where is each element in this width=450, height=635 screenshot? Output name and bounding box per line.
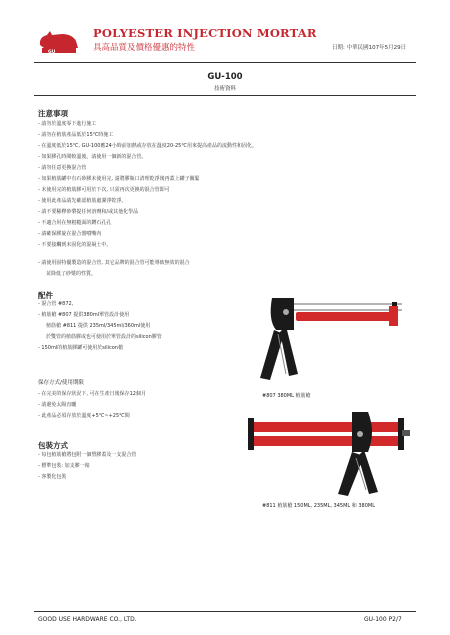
storage-list: [38, 389, 146, 422]
list-item: - 請確保膠旋在混合器噴嘴內: [38, 229, 257, 240]
list-item: - 如果植筋罐中有石砂膠未使用完, 請將膠瓶口清理乾淨後再蓋上罐子關緊: [38, 174, 257, 185]
list-item: - 在完美的保存狀況下, 可在生產日後保存12個月: [38, 389, 146, 400]
brand-subtitle: 具高品質及價格優惠的特性: [93, 43, 196, 53]
gun-811-caption: #811 植筋槍 150ML, 235ML, 345ML 和 380ML: [262, 503, 376, 509]
list-item: - 請不要稀釋砂漿提任何溶劑和/或其他化學品: [38, 207, 257, 218]
list-item: - 150ml的植筋膠罐可使用於silicon槍: [38, 343, 162, 354]
storage-heading: 保存方式/使用期限: [38, 380, 84, 386]
list-item: - 此產品必須存放於溫度+5℃~+25℃間: [38, 411, 146, 422]
list-item: - 請勿任意更換混合管: [38, 163, 257, 174]
notes-heading: 注意事項: [38, 109, 68, 118]
list-item: - 不適合用在無粗糙面的鑽石孔孔: [38, 218, 257, 229]
accessories-heading: 配件: [38, 291, 53, 300]
list-item: - 客製化包裝: [38, 472, 136, 483]
list-item: 植筋槍 #811 提供 235ml/345ml/360ml使用: [46, 323, 151, 329]
footer-page-number: GU-100 P2/7: [364, 616, 402, 623]
document-subtitle: 技術資料: [213, 86, 236, 92]
footer-divider: [34, 611, 416, 612]
list-item: 於雙管的植筋膠或也可使用於單管設計的silicon膠管: [46, 334, 162, 340]
title-divider: [34, 95, 416, 96]
list-item: - 請避免太陽直曬: [38, 400, 146, 411]
gun-807-caption: #807 380ML 植筋槍: [262, 393, 311, 399]
list-item: - 在溫度低於15℃, GU-100應24小時前加熱或存放在溫度20-25℃用來提高產品的流動性和固化。: [38, 141, 257, 152]
list-item: - 不要接觸到未固化的混凝土中。: [38, 240, 257, 251]
document-title: GU-100: [207, 72, 243, 82]
accessories-list: [38, 299, 162, 354]
list-item: - 未使用完的植筋膠可用於下次, 只需再次更換的混合管即可: [38, 185, 257, 196]
brand-title: POLYESTER INJECTION MORTAR: [93, 26, 317, 40]
list-item: - 使用此產品請先確認植筋處潔淨乾淨。: [38, 196, 257, 207]
list-item: 並降低了砂漿的性質。: [46, 271, 97, 277]
packaging-list: [38, 450, 136, 483]
list-item: - 請使用固特優製造的混合管, 其它品牌的混合管可能導致無效的混合: [38, 258, 257, 269]
list-item: - 標準包裝: 加支膠一箱: [38, 461, 136, 472]
list-item: - 如果膠孔時間較溫後，請使用一個新的混合管。: [38, 152, 257, 163]
svg-text:GU: GU: [48, 50, 56, 54]
caulking-gun-807-image: [242, 290, 418, 386]
list-item: - 請勿在植筋產品低於15℃時施工: [38, 130, 257, 141]
caulking-gun-811-image: [240, 402, 420, 498]
footer-company: GOOD USE HARDWARE CO., LTD.: [38, 616, 137, 623]
list-item: [38, 251, 257, 258]
notes-list: [38, 119, 257, 280]
list-item: - 植筋槍 #807 提供380ml單管設計使用: [38, 310, 162, 321]
list-item: - 請勿於溫度零下進行施工: [38, 119, 257, 130]
header-divider: [34, 62, 416, 63]
packaging-heading: 包裝方式: [38, 441, 68, 450]
document-date: 日期: 中華民國107年5月29日: [332, 45, 407, 51]
rhino-logo: [36, 28, 80, 54]
list-item: - 混合管 #872,: [38, 299, 162, 310]
list-item: - 每包植筋槍將包附一個塑膠蓋及一支混合管: [38, 450, 136, 461]
